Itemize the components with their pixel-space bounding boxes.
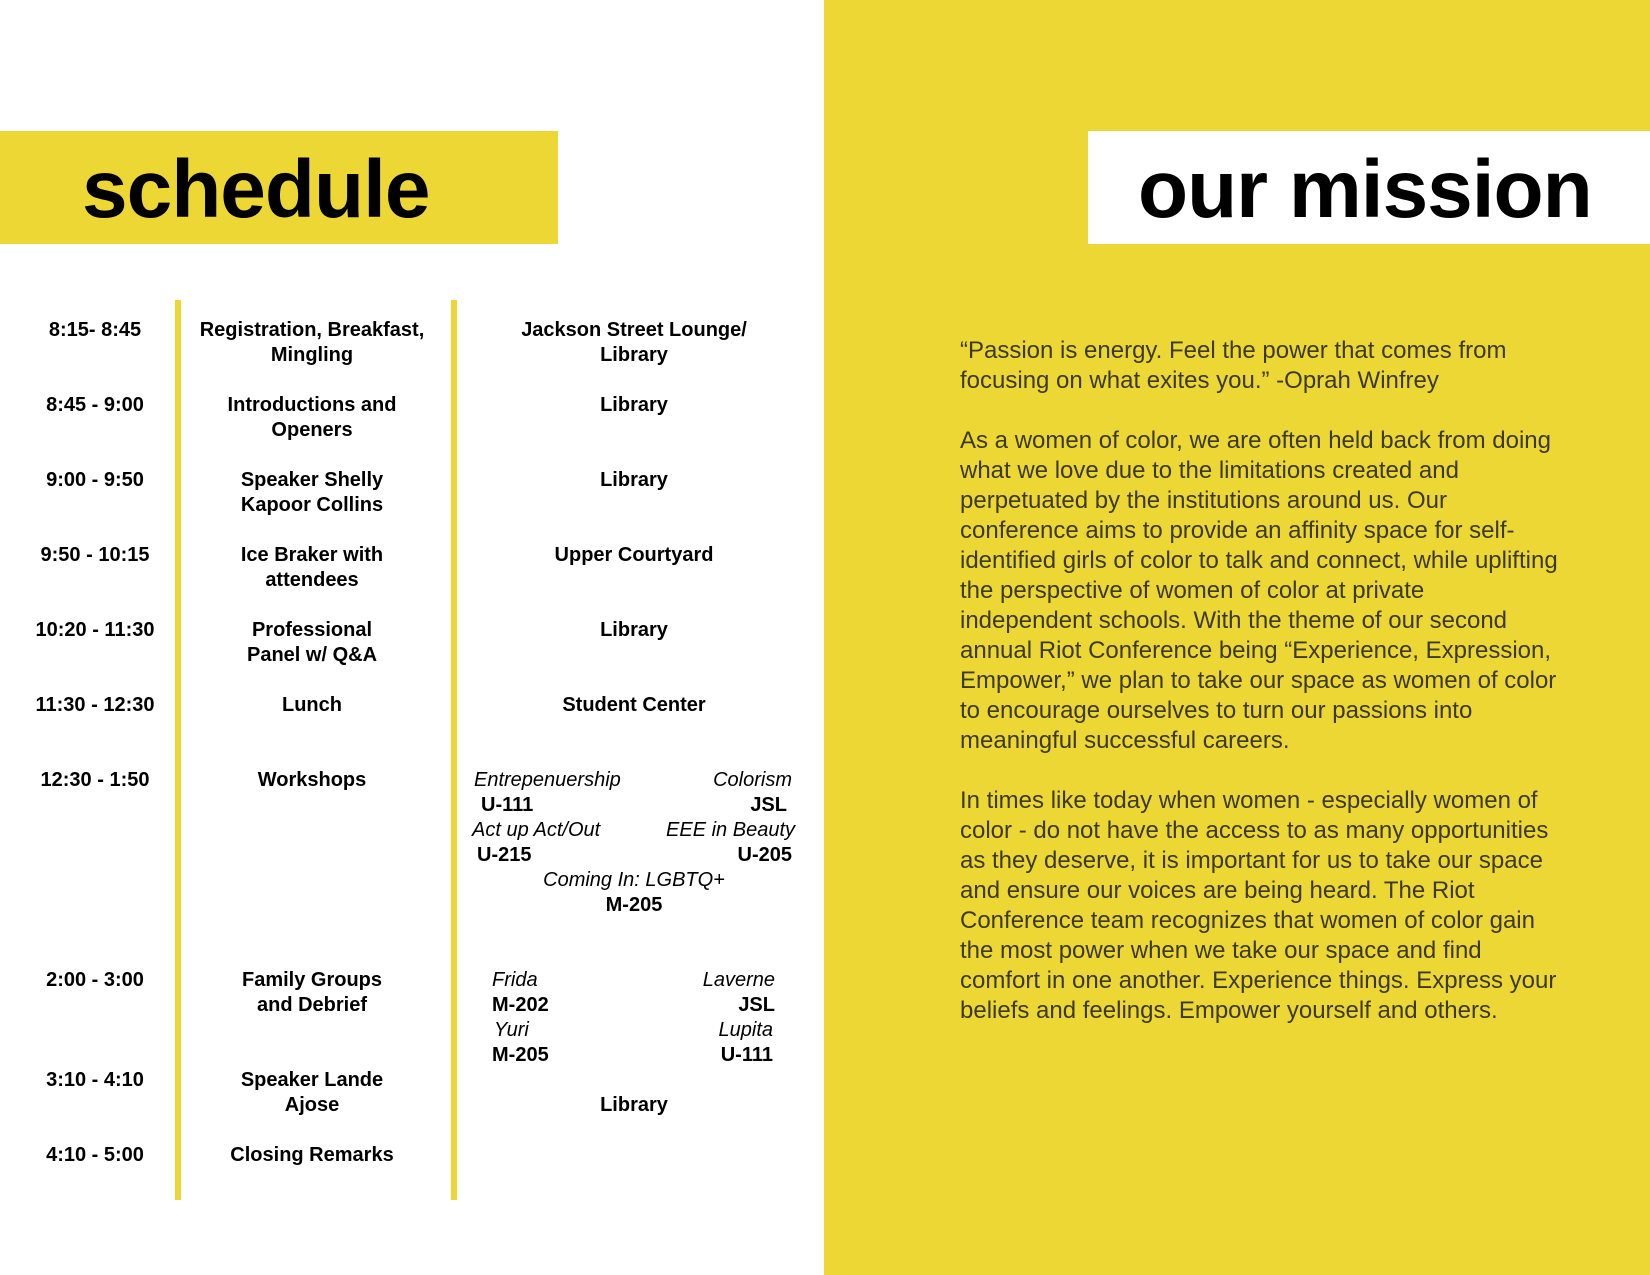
- family-group-item: [494, 1018, 644, 1068]
- family-group-room: M-205: [492, 1044, 549, 1066]
- workshop-room: M-205: [605, 894, 663, 916]
- workshop-room: U-215: [477, 844, 532, 866]
- row-location: Library: [600, 619, 668, 641]
- column-divider-1: [175, 300, 181, 1200]
- family-group-item: [623, 1018, 773, 1068]
- row-time: 11:30 - 12:30: [35, 694, 155, 716]
- family-group-name: Yuri: [494, 1019, 529, 1041]
- row-time: 9:00 - 9:50: [46, 469, 144, 491]
- row-location: Student Center: [562, 694, 706, 716]
- workshop-room: JSL: [750, 794, 787, 816]
- family-group-room: JSL: [738, 994, 775, 1016]
- row-event: Ice Braker with attendees: [240, 544, 384, 591]
- workshop-name: Colorism: [713, 769, 792, 791]
- column-divider-2: [451, 300, 457, 1200]
- workshop-item: [600, 818, 795, 868]
- row-event: Family Groups and Debrief: [241, 969, 383, 1016]
- row-event: Speaker Shelly Kapoor Collins: [240, 469, 384, 516]
- row-time: 12:30 - 1:50: [40, 769, 150, 791]
- mission-title: our mission: [1138, 144, 1592, 235]
- row-time: 8:45 - 9:00: [46, 394, 144, 416]
- row-location: Upper Courtyard: [554, 544, 714, 566]
- row-time: 10:20 - 11:30: [35, 619, 155, 641]
- mission-paragraph: As a women of color, we are often held back from doing what we love due to the limitations created and perpetuated by the institutions around us. Our conference aims to provide an affinity space for self-identified girls of color to talk and connect, while uplifting the perspective of women of color at private independent schools. With the theme of our second annual Riot Conference being “Experience, Expression, Empower,” we plan to take our space as women of color to encourage ourselves to turn our passions into meaningful successful careers.: [960, 427, 1558, 754]
- workshop-room: U-111: [481, 794, 534, 816]
- mission-quote: “Passion is energy. Feel the power that comes from focusing on what exites you.” -Oprah Winfrey: [960, 337, 1507, 394]
- row-time: 9:50 - 10:15: [40, 544, 150, 566]
- row-event: Introductions and Openers: [227, 394, 397, 441]
- workshop-name: EEE in Beauty: [666, 819, 795, 841]
- row-location: Jackson Street Lounge/ Library: [521, 319, 747, 366]
- workshop-name: Act up Act/Out: [472, 819, 601, 841]
- row-event: Registration, Breakfast, Mingling: [199, 319, 425, 366]
- family-group-item: [492, 968, 642, 1018]
- schedule-title: schedule: [82, 144, 430, 235]
- family-group-name: Lupita: [718, 1019, 773, 1041]
- row-time: 8:15- 8:45: [48, 319, 142, 341]
- workshop-room: U-205: [737, 844, 792, 866]
- row-time: 2:00 - 3:00: [46, 969, 144, 991]
- family-group-item: [625, 968, 775, 1018]
- row-location: Library: [600, 394, 668, 416]
- family-group-room: M-202: [492, 994, 549, 1016]
- workshop-item: [460, 868, 808, 918]
- family-group-name: Frida: [492, 969, 538, 991]
- row-event: Closing Remarks: [230, 1144, 394, 1166]
- row-time: 3:10 - 4:10: [46, 1069, 144, 1091]
- mission-body: [960, 336, 1560, 1056]
- family-group-room: U-111: [720, 1044, 773, 1066]
- row-event: Lunch: [282, 694, 342, 716]
- workshop-name: Entrepenuership: [474, 769, 621, 791]
- workshop-item: [600, 768, 792, 818]
- row-event: Speaker Lande Ajose: [240, 1069, 384, 1116]
- family-group-name: Laverne: [702, 969, 775, 991]
- mission-paragraph: In times like today when women - especially women of color - do not have the access to as many opportunities as they deserve, it is important for us to take our space and ensure our voices are being heard. The Riot Conference team recognizes that women of color gain the most power when we take our space and find comfort in one another. Experience things. Express your beliefs and feelings. Empower yourself and others.: [960, 787, 1557, 1024]
- row-location: Library: [600, 1094, 668, 1116]
- row-event: Professional Panel w/ Q&A: [246, 619, 378, 666]
- row-event: Workshops: [257, 769, 367, 791]
- workshop-name: Coming In: LGBTQ+: [543, 869, 725, 891]
- row-time: 4:10 - 5:00: [46, 1144, 144, 1166]
- row-location: Library: [600, 469, 668, 491]
